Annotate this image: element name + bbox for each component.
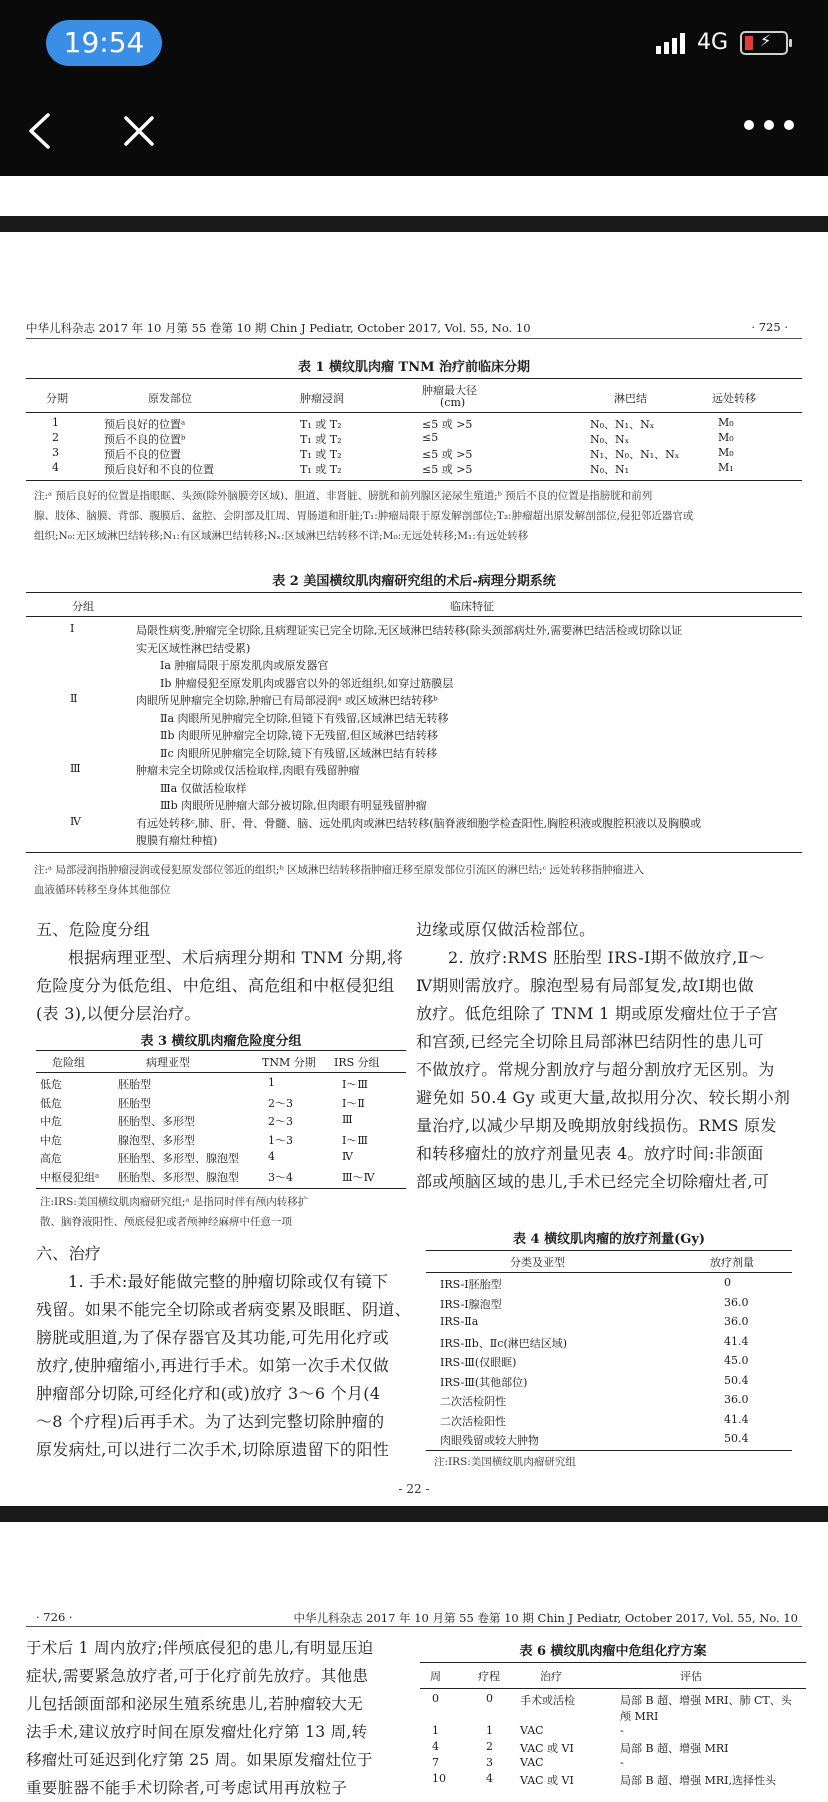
table1-cell: N₁、N₀、N₁、Nₓ [590,448,680,461]
table4-cell: IRS-Ⅰ腺泡型 [440,1297,502,1311]
table4-cell: 50.4 [724,1432,749,1445]
table4-caption: 表 4 横纹肌肉瘤的放疗剂量(Gy) [512,1232,706,1247]
table1-rule-bottom [26,480,802,481]
table2-cell: Ⅲb 肉眼所见肿瘤大部分被切除,但肉眼有明显残留肿瘤 [160,799,427,812]
radiotherapy-paragraph: 2. 放疗:RMS 胚胎型 IRS-Ⅰ期不做放疗,Ⅱ～ Ⅳ期则需放疗。腺泡型易有局部复发,故Ⅰ期也做 放疗。低危组除了 TNM 1 期或原发瘤灶位于子宫 和宫颈,已经完全切除且局部淋巴结阴性的患儿可 不做放疗。常规分割放疗与超分割放疗无区别。为 避免如 50.4 Gy 或更大量,故拟用分次、较长期小剂 量治疗,以减少早期及晚期放射线损伤。RMS 原发 和转移瘤灶的放疗剂量见表 4。放疗时间:非颌面 部或颅脑区域的患儿,手术已经完全切除瘤灶者,可 [416,948,791,1191]
app-top-bar [0,0,828,176]
page-divider [0,216,828,232]
table2-cell: Ⅱ [70,692,78,705]
table6-cell: 颅 MRI [620,1710,659,1723]
table2-rule-top [26,592,802,593]
table4-cell: 二次活检阴性 [440,1395,506,1408]
table4-header: 放疗剂量 [710,1256,754,1269]
table4-note: 注:IRS:美国横纹肌肉瘤研究组 [434,1456,576,1468]
table1-cell: N₀、N₁ [590,463,630,476]
table6-header: 治疗 [540,1670,562,1683]
page-number: · 726 · [36,1610,73,1624]
table6-rule-mid [420,1688,806,1689]
table3-cell: Ⅳ [342,1150,353,1163]
table4-cell: 肉眼残留或较大肿物 [440,1434,539,1447]
table1-cell: N₀、N₁、Nₓ [590,418,655,431]
table2-cell: Ⅳ [70,814,81,828]
table2-header: 临床特征 [450,600,494,613]
table3-note: 注:IRS:美国横纹肌肉瘤研究组;ᵃ 是指同时伴有颅内转移扩 散、脑脊液阳性、颅底侵犯或者颅神经麻痹中任意一项 [40,1196,309,1228]
table3-cell: 低危 [40,1096,62,1110]
table6-header: 周 [430,1670,441,1683]
back-button[interactable] [26,112,52,150]
table4-cell: IRS-Ⅲ(仅眼眶) [440,1356,517,1369]
table4-rule-top [426,1250,792,1251]
table6-cell: 4 [486,1772,493,1785]
table1-note: 注:ᵃ 预后良好的位置是指眼眶、头颈(除外脑膜旁区域)、胆道、非肾脏、膀胱和前列腺区泌尿生殖道;ᵇ 预后不良的位置是指膀胱和前列 腺、肢体、脑膜、背部、腹膜后、盆腔、会阴部及肛周、胃肠道和肝脏;T₁:肿瘤局限于原发解剖部位;T₂:肿瘤超出原发解剖部位,侵犯邻近器官或 组织;N₀:无区域淋巴结转移;N₁:有区域淋巴结转移;Nₓ:区域淋巴结转移不详;M₀:无远处转移;M₁:有远处转移 [34,490,694,542]
table2-cell: 实无区域性淋巴结受累) [136,641,251,655]
table6-caption: 表 6 横纹肌肉瘤中危组化疗方案 [519,1644,707,1659]
table4-cell: 二次活检阳性 [440,1414,506,1428]
table1-rule-mid [26,412,802,413]
table1-header: 肿瘤浸润 [300,392,344,405]
table2-cell: 肉眼所见肿瘤完全切除,肿瘤已有局部浸润ᵃ 或区域淋巴结转移ᵇ [136,694,438,707]
table3-cell: 胚胎型 [118,1078,151,1091]
page-divider [0,1506,828,1522]
table3-cell: 胚胎型 [118,1096,151,1110]
table2-cell: 肿瘤未完全切除或仅活检取样,肉眼有残留肿瘤 [136,764,360,777]
table1-rule-top [26,378,802,379]
more-button[interactable] [744,120,794,130]
table3-header: 危险组 [52,1056,85,1069]
table4-cell: IRS-Ⅱa [440,1315,479,1328]
network-label: 4G [696,30,728,55]
table6-cell: VAC [520,1756,544,1769]
section6-heading: 六、治疗 [36,1244,102,1263]
table1-header: 原发部位 [148,392,192,405]
table3-header: 病理亚型 [146,1056,190,1069]
table3-cell: 中危 [40,1133,62,1147]
table1-cell: 预后不良的位置ᵇ [104,433,186,446]
table1-caption: 表 1 横纹肌肉瘤 TNM 治疗前临床分期 [297,360,531,375]
table3-cell: Ⅲ [342,1113,353,1126]
table6-cell: 0 [432,1692,439,1705]
table1-cell: ≤5 或 >5 [422,448,473,461]
table1-cell: 预后良好和不良的位置 [104,463,214,476]
table4-cell: IRS-Ⅱb、Ⅱc(淋巴结区域) [440,1336,568,1350]
table4-cell: 36.0 [724,1393,749,1406]
table4-rule-bottom [426,1450,792,1451]
table6-cell: 1 [486,1724,493,1737]
table4-cell: IRS-Ⅲ(其他部位) [440,1375,528,1389]
table1-cell: 1 [52,416,59,429]
table3-cell: 胚胎型、多形型、腺泡型 [118,1170,239,1184]
head-rule [26,338,802,339]
battery-icon: ⚡ [740,31,788,55]
table6-cell: 局部 B 超、增强 MRI [620,1742,729,1755]
table1-cell: M₀ [718,416,734,429]
chevron-left-icon [26,112,52,150]
continuation-paragraph: 于术后 1 周内放疗;伴颅底侵犯的患儿,有明显压迫 症状,需要紧急放疗者,可于化疗前先放疗。其他患 儿包括颌面部和泌尿生殖系统患儿,若肿瘤较大无 法手术,建议放疗时间在原发瘤灶化疗第 13 周,转 移瘤灶可延迟到化疗第 25 周。如果原发瘤灶位于 重要脏器不能手术切除者,可考虑试用再放粒子 [26,1639,374,1797]
table4-cell: 36.0 [724,1315,749,1328]
table2-cell: Ⅲa 仅做活检取样 [160,781,247,795]
table3-cell: 2～3 [268,1096,293,1110]
table3-caption: 表 3 横纹肌肉瘤危险度分组 [140,1034,302,1049]
running-head: 中华儿科杂志 2017 年 10 月第 55 卷第 10 期 Chin J Pediatr, October 2017, Vol. 55, No. 10 [26,321,531,335]
table1-header: 分期 [46,392,68,405]
table3-cell: 胚胎型、多形型 [118,1115,195,1128]
table6-cell: 局部 B 超、增强 MRI,选择性头 [620,1774,776,1787]
table3-cell: 1～3 [268,1133,293,1147]
table3-cell: 4 [268,1150,275,1163]
table1-cell: N₀、Nₓ [590,433,630,446]
table2-cell: Ⅲ [70,762,81,775]
running-head: 中华儿科杂志 2017 年 10 月第 55 卷第 10 期 Chin J Pediatr, October 2017, Vol. 55, No. 10 [293,1611,798,1625]
table3-rule-bottom [36,1188,406,1189]
table1-header: 远处转移 [712,392,756,405]
close-icon [122,114,156,148]
table2-header: 分组 [72,600,94,613]
page-number: · 725 · [751,320,788,334]
table6-cell: 手术或活检 [520,1694,575,1707]
table1-header: (cm) [440,396,466,409]
footer-page-number: - 22 - [398,1482,430,1496]
status-time: 19:54 [46,20,162,66]
table1-cell: T₁ 或 T₂ [300,433,342,446]
table4-cell: IRS-Ⅰ胚胎型 [440,1278,502,1291]
table1-cell: 2 [52,431,59,444]
table3-cell: 胚胎型、多形型、腺泡型 [118,1152,239,1165]
table1-cell: T₁ 或 T₂ [300,463,342,476]
section6-paragraph: 1. 手术:最好能做完整的肿瘤切除或仅有镜下 残留。如果不能完全切除或者病变累及眼眶、阴道、 膀胱或胆道,为了保存器官及其功能,可先用化疗或 放疗,使肿瘤缩小,再进行手术。如第一次手术仅做 肿瘤部分切除,可经化疗和(或)放疗 3～6 个月(4 ～8 个疗程)后再手术。为了达到完整切除肿瘤的 原发病灶,可以进行二次手术,切除原遗留下的阳性 [36,1272,411,1459]
close-button[interactable] [122,114,156,148]
table1-cell: 4 [52,461,59,474]
radio-para-top: 边缘或原仅做活检部位。 [416,920,596,939]
table1-cell: T₁ 或 T₂ [300,448,342,461]
table6-cell: 7 [432,1756,439,1769]
table3-cell: 2～3 [268,1115,293,1128]
table1-cell: M₀ [718,446,734,459]
table2-cell: Ⅰb 肿瘤侵犯至原发肌肉或器官以外的邻近组织,如穿过筋膜层 [160,676,454,690]
table3-cell: 腺泡型、多形型 [118,1133,195,1147]
table2-cell: 局限性病变,肿瘤完全切除,且病理证实已完全切除,无区域淋巴结转移(除头颈部病灶外,需要淋巴结活检或切除以证 [136,624,683,637]
table3-cell: Ⅲ～Ⅳ [342,1170,375,1184]
head-rule [26,1626,802,1627]
table3-header: IRS 分组 [334,1056,380,1069]
table2-cell: Ⅰa 肿瘤局限于原发肌肉或原发器官 [160,659,329,672]
table4-cell: 36.0 [724,1295,749,1309]
table6-cell: 10 [432,1772,446,1785]
signal-icon [656,32,685,54]
more-icon [744,120,754,130]
table1-header: 肿瘤最大径 [422,384,477,397]
table3-cell: Ⅰ～Ⅲ [342,1133,368,1147]
table1-cell: M₁ [718,461,734,474]
table2-cell: Ⅱa 肉眼所见肿瘤完全切除,但镜下有残留,区域淋巴结无转移 [160,711,449,725]
table6-cell: 1 [432,1724,439,1737]
table3-cell: 低危 [40,1078,62,1091]
table3-rule-top [36,1050,406,1051]
table6-cell: 3 [486,1756,493,1769]
table3-rule-mid [36,1072,406,1073]
table4-cell: 41.4 [724,1334,749,1348]
section5-paragraph: 根据病理亚型、术后病理分期和 TNM 分期,将 危险度分为低危组、中危组、高危组和中枢侵犯组 (表 3),以便分层治疗。 [36,948,404,1023]
document-page-726 [0,1522,828,1797]
table6-cell: - [620,1724,624,1737]
table3-cell: Ⅰ～Ⅱ [342,1096,365,1110]
table2-cell: Ⅱb 肉眼所见肿瘤完全切除,镜下无残留,但区域淋巴结转移 [160,729,439,742]
table1-cell: ≤5 或 >5 [422,463,473,476]
table3-cell: 中枢侵犯组ᵃ [40,1170,100,1184]
table6-header: 疗程 [478,1670,500,1683]
table3-cell: 1 [268,1076,275,1089]
table1-cell: T₁ 或 T₂ [300,418,342,431]
table4-cell: 45.0 [724,1354,749,1367]
table6-cell: 局部 B 超、增强 MRI、肺 CT、头 [620,1694,792,1707]
table2-rule-mid [26,616,802,617]
table6-cell: - [620,1756,624,1769]
table6-cell: 4 [432,1740,439,1753]
table1-cell: 3 [52,446,59,459]
table3-cell: 高危 [40,1152,62,1165]
table6-cell: 2 [486,1740,493,1753]
table2-rule-bottom [26,852,802,853]
table6-cell: VAC 或 VI [520,1774,574,1787]
table2-note: 注:ᵃ 局部浸润指肿瘤浸润或侵犯原发部位邻近的组织;ᵇ 区域淋巴结转移指肿瘤迁移至原发部位引流区的淋巴结;ᶜ 远处转移指肿瘤进入 血液循环转移至身体其他部位 [34,864,645,896]
table2-cell: 腹膜有瘤灶种植) [136,834,218,847]
table2-cell: Ⅰ [70,622,75,635]
table1-cell: 预后不良的位置 [104,448,181,461]
table3-cell: 中危 [40,1115,62,1128]
document-page-725 [0,232,828,1502]
table3-cell: Ⅰ～Ⅲ [342,1078,368,1091]
table2-cell: 有远处转移ᶜ,肺、肝、骨、骨髓、脑、远处肌肉或淋巴结转移(脑脊液细胞学检查阳性,胸腔积液或腹腔积液以及胸膜或 [136,816,702,830]
table1-cell: ≤5 或 >5 [422,418,473,431]
table1-cell: ≤5 [422,431,439,444]
table4-rule-mid [426,1272,792,1273]
table6-cell: VAC [520,1724,544,1737]
table6-rule-top [420,1662,806,1663]
section5-heading: 五、危险度分组 [36,920,151,939]
table1-header: 淋巴结 [614,392,647,405]
table4-cell: 0 [724,1276,731,1289]
table3-cell: 3～4 [268,1170,293,1184]
table1-cell: 预后良好的位置ᵃ [104,418,186,431]
table4-cell: 50.4 [724,1373,749,1387]
table2-caption: 表 2 美国横纹肌肉瘤研究组的术后-病理分期系统 [272,574,556,589]
table1-cell: M₀ [718,431,734,444]
table6-header: 评估 [680,1670,702,1683]
table4-header: 分类及亚型 [510,1256,565,1269]
table2-cell: Ⅱc 肉眼所见肿瘤完全切除,镜下有残留,区域淋巴结有转移 [160,746,438,760]
table3-header: TNM 分期 [262,1056,316,1069]
table6-cell: VAC 或 VI [520,1742,574,1755]
table4-cell: 41.4 [724,1412,749,1426]
table6-cell: 0 [486,1692,493,1705]
status-indicators [656,30,788,55]
